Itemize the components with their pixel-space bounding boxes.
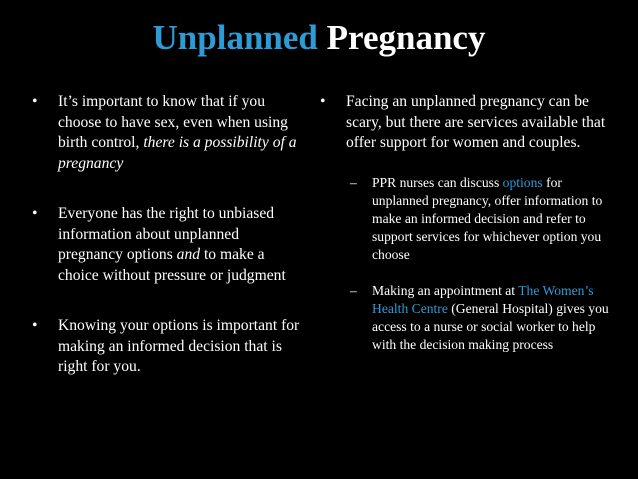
title-accent-word: Unplanned [152, 18, 318, 57]
title-rest-word: Pregnancy [326, 18, 486, 57]
sub-bullet-1 [320, 174, 610, 264]
bullet-text: It’s important to know that if you choose to have sex, even when using birth control, [58, 93, 288, 151]
right-bullet [320, 92, 610, 154]
bullet-text: Knowing your options is important for making an informed decision that is right for you. [58, 317, 300, 375]
bullet-italic-text: there is a possibility of a pregnancy [58, 134, 297, 172]
bullet-text: Everyone has the right to unbiased information about unplanned pregnancy options [58, 205, 275, 263]
bullet-marker: • [32, 93, 38, 110]
sub-bullet-text: Making an appointment at [372, 282, 519, 298]
womens-health-centre-link[interactable]: The Women’s Health Centre [372, 282, 594, 316]
sub-bullet-text: PPR nurses can discuss [372, 174, 503, 190]
slide-title [0, 16, 638, 60]
bullet-text: Facing an unplanned pregnancy can be scary, but there are services available that offer support for women and couples. [346, 93, 606, 151]
bullet-marker: • [32, 205, 38, 222]
sub-bullet-marker: – [350, 174, 357, 190]
sub-bullet-2 [320, 282, 610, 354]
options-link[interactable]: options [502, 174, 543, 190]
sub-bullet-text-after: (General Hospital) gives you access to a nurse or social worker to help with the decision making process [372, 300, 609, 352]
bullet-text-after: to make a choice without pressure or judgment [58, 246, 286, 284]
left-bullet-1 [32, 92, 304, 174]
right-column [320, 92, 610, 354]
bullet-marker: • [320, 93, 326, 110]
left-column [32, 92, 304, 378]
bullet-italic-text: and [176, 246, 201, 263]
left-bullet-3 [32, 316, 304, 378]
sub-bullet-text-after: for unplanned pregnancy, offer information to make an informed decision and refer to support services for whichever option you choose [372, 174, 603, 262]
bullet-marker: • [32, 317, 38, 334]
left-bullet-2 [32, 204, 304, 286]
sub-bullet-marker: – [350, 282, 357, 298]
